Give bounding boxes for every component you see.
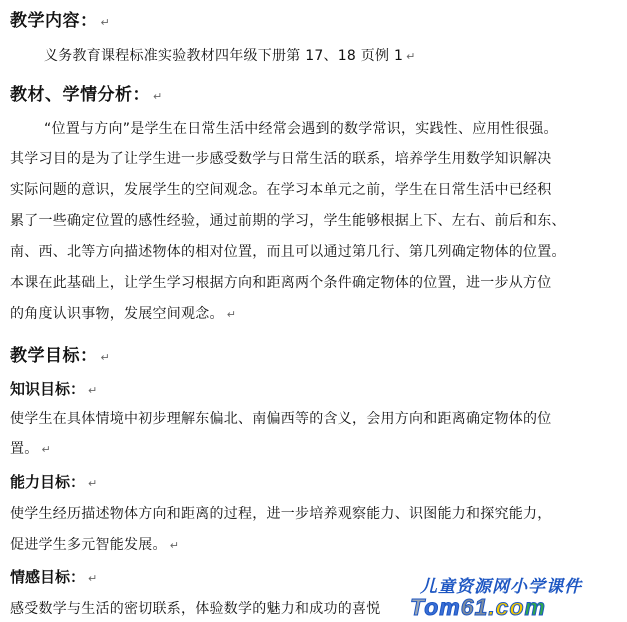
paragraph-mark: ↵: [88, 477, 98, 490]
paragraph-mark: ↵: [153, 90, 163, 103]
analysis-line: 实际问题的意识，发展学生的空间观念。在学习本单元之前，学生在日常生活中已经积: [10, 182, 552, 198]
paragraph-mark: ↵: [41, 443, 51, 456]
paragraph-mark: ↵: [88, 572, 98, 585]
emotion-goal-heading: 情感目标： ↵: [10, 568, 98, 586]
watermark-site-name: Tom61.com: [410, 594, 546, 620]
paragraph-mark: ↵: [406, 50, 416, 63]
analysis-line: 的角度认识事物，发展空间观念。 ↵: [10, 306, 237, 322]
watermark-logo: [392, 572, 624, 620]
ability-goal-heading: 能力目标： ↵: [10, 473, 98, 491]
analysis-line: 其学习目的是为了让学生进一步感受数学与日常生活的联系，培养学生用数学知识解决: [10, 151, 552, 167]
analysis-line: 南、西、北等方向描述物体的相对位置，而且可以通过第几行、第几列确定物体的位置。: [10, 244, 566, 260]
paragraph-mark: ↵: [100, 16, 111, 29]
knowledge-goal-heading: 知识目标： ↵: [10, 380, 98, 398]
paragraph-mark: ↵: [169, 539, 180, 552]
analysis-line: “位置与方向”是学生在日常生活中经常会遇到的数学常识，实践性、应用性很强。: [44, 121, 558, 137]
paragraph-mark: ↵: [226, 308, 237, 321]
knowledge-goal-line: 使学生在具体情境中初步理解东偏北、南偏西等的含义，会用方向和距离确定物体的位: [10, 411, 552, 427]
watermark-chinese-text: 儿童资源网小学课件: [420, 577, 582, 597]
section-heading-goals: 教学目标： ↵: [10, 346, 111, 366]
section-heading-content: 教学内容： ↵: [10, 11, 111, 31]
knowledge-goal-line: 置。 ↵: [10, 441, 51, 457]
analysis-line: 累了一些确定位置的感性经验，通过前期的学习，学生能够根据上下、左右、前后和东、: [10, 213, 566, 229]
content-text: 义务教育课程标准实验教材四年级下册第 17、18 页例 1 ↵: [44, 48, 416, 64]
paragraph-mark: ↵: [100, 351, 111, 364]
ability-goal-line: 促进学生多元智能发展。 ↵: [10, 537, 180, 553]
analysis-line: 本课在此基础上，让学生学习根据方向和距离两个条件确定物体的位置，进一步从方位: [10, 275, 552, 291]
section-heading-analysis: 教材、学情分析： ↵: [10, 85, 163, 105]
paragraph-mark: ↵: [88, 384, 98, 397]
emotion-goal-line: 感受数学与生活的密切联系，体验数学的魅力和成功的喜悦: [10, 601, 381, 617]
ability-goal-line: 使学生经历描述物体方向和距离的过程，进一步培养观察能力、识图能力和探究能力，: [10, 506, 552, 522]
